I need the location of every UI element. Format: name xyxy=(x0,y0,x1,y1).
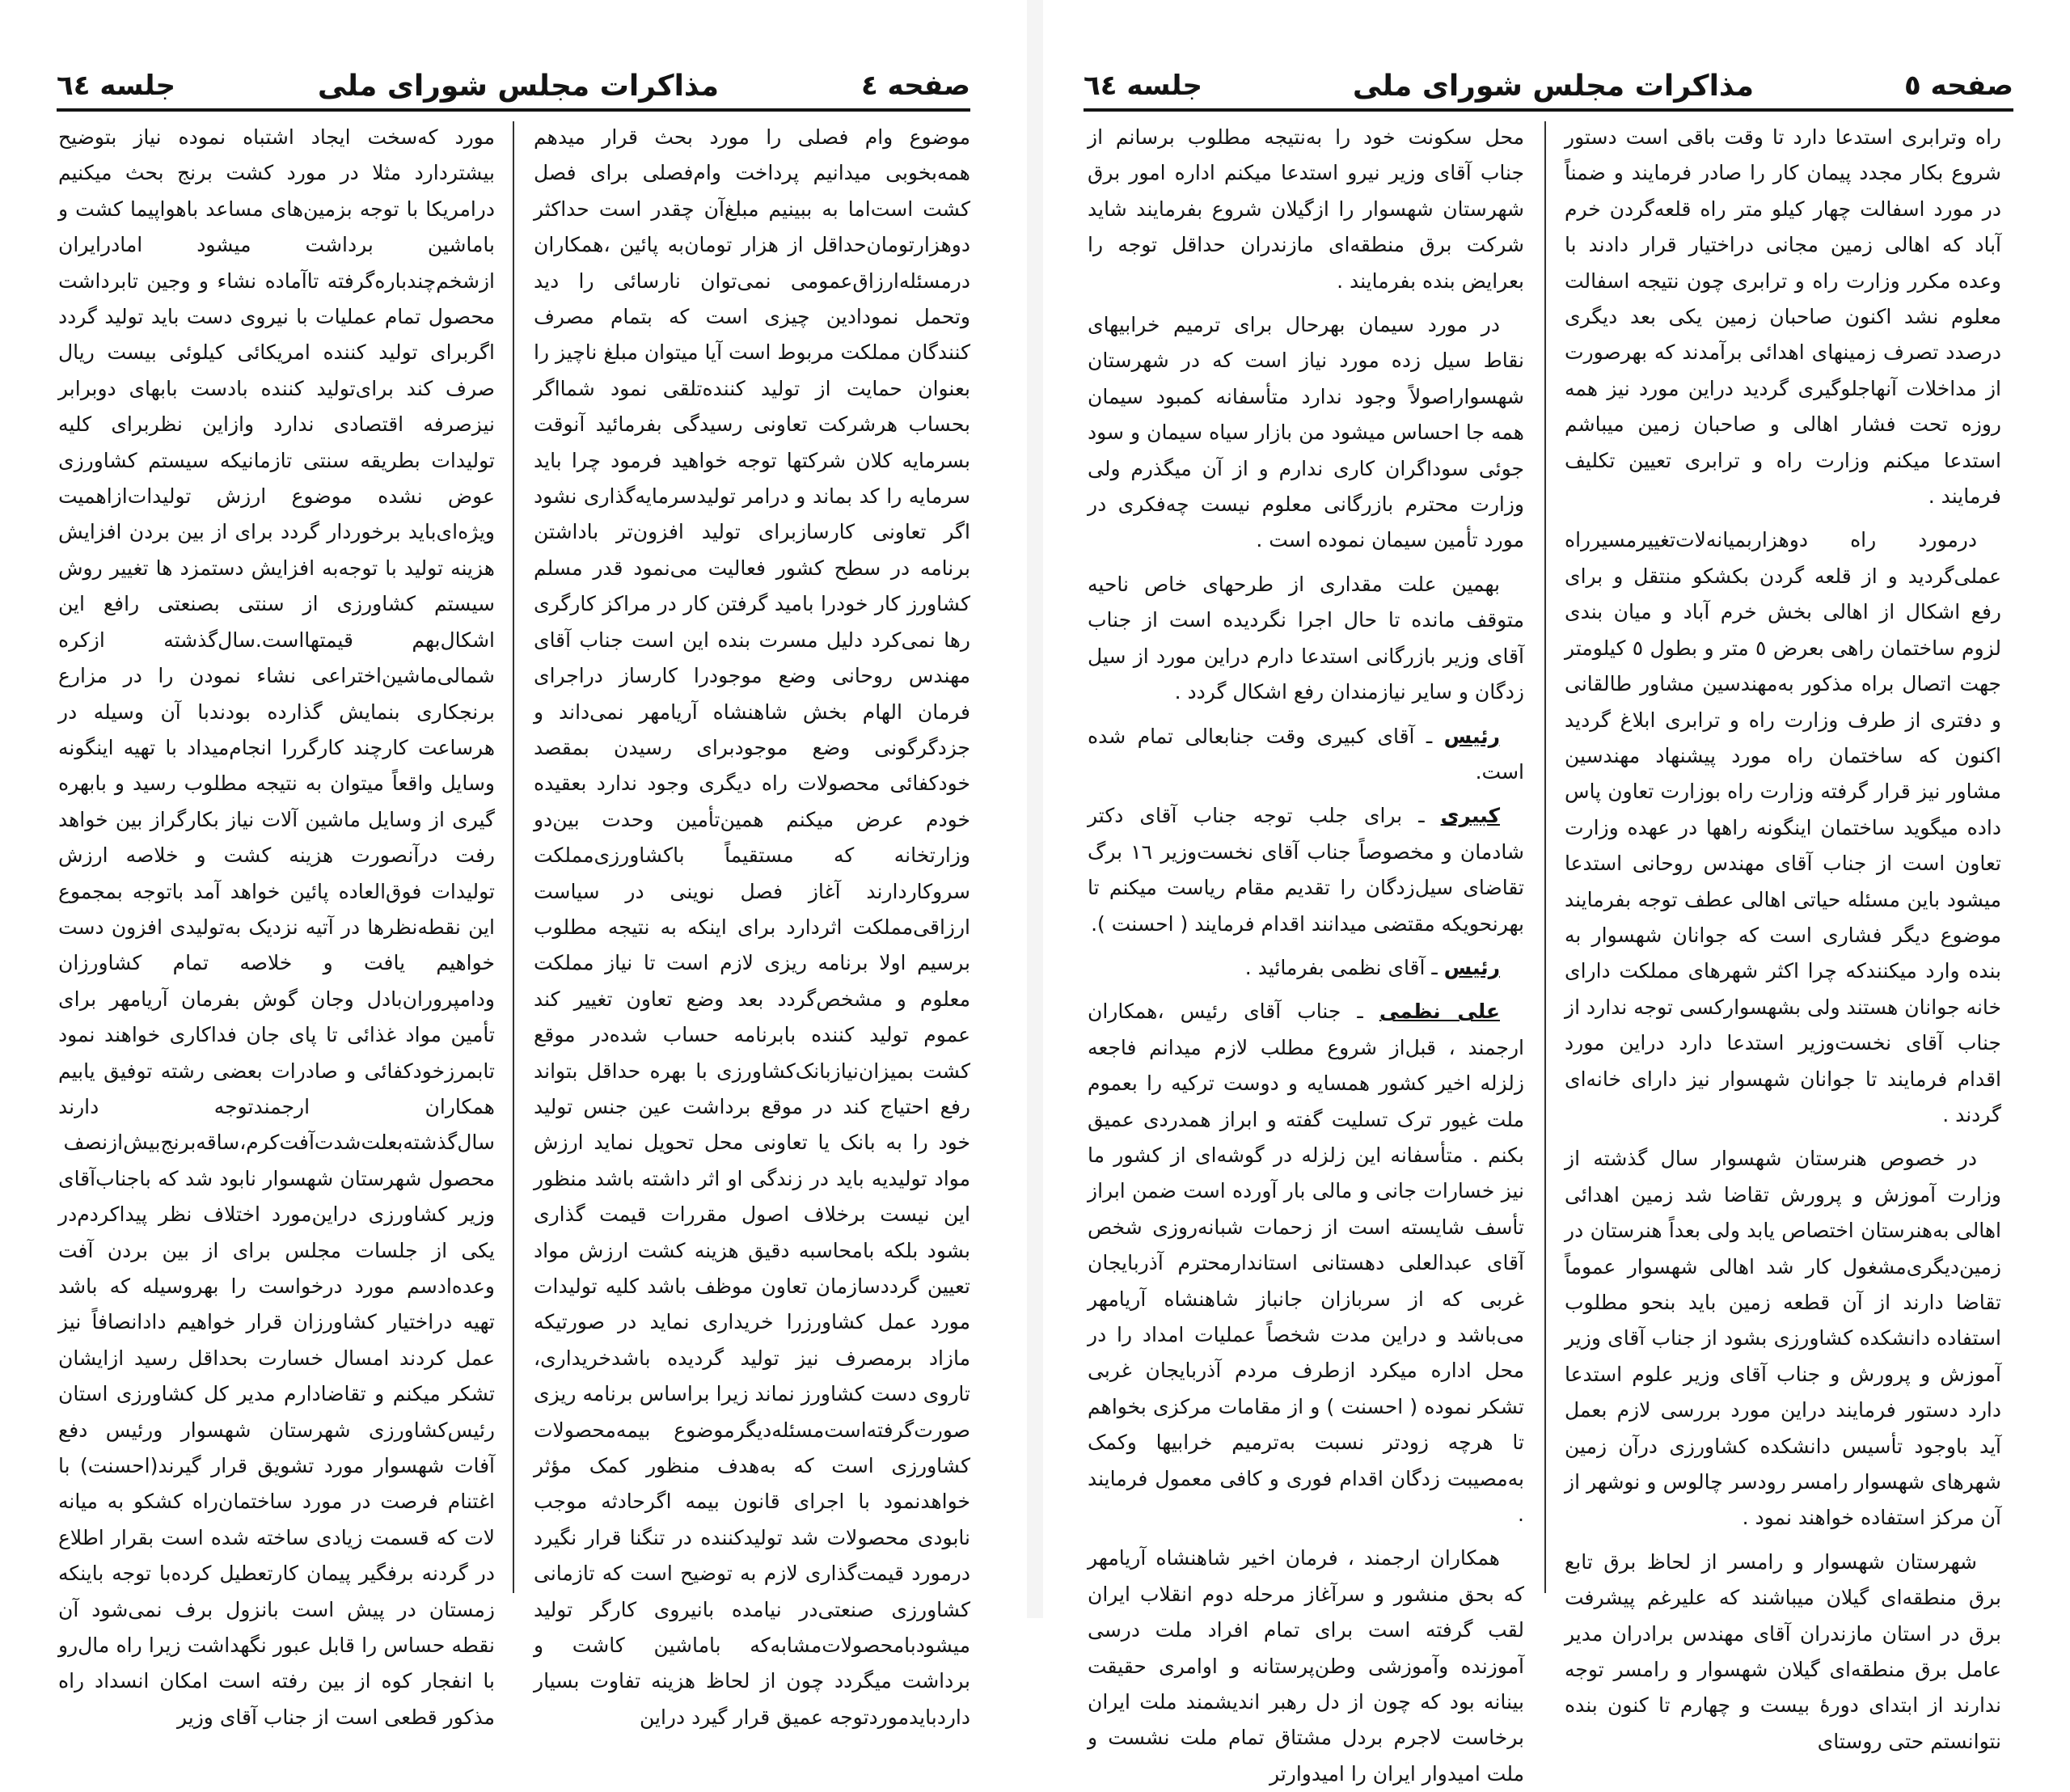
paragraph-text: محل سکونت خود را به‌نتیجه مطلوب برسانم از جناب آقای وزیر نیرو استدعا میکنم اداره امور برق شهرستان شهسوار را ازگیلان شروع بفرمایند شاید شرکت برق منطقه‌ای مازندران حداقل توجه را بعرایض بنده بفرمایند . xyxy=(1088,125,1524,293)
paragraph xyxy=(1088,994,1524,1532)
speaker-name: علی نظمی xyxy=(1379,1000,1500,1024)
paragraph-text: مورد که‌سخت ایجاد اشتباه نموده نیاز بتوضیح بیشتردارد مثلا در مورد کشت برنج بحث میکنیم درامریکا با توجه بزمین‌های مساعد باهواپیما کشت و باماشین برداشت میشود امادرایران ازشخم‌چندباره‌گرفته تاآماده نشاء و وجین تابرداشت محصول تمام عملیات با نیروی دست باید تولید گردد اگربرای تولید کننده امریکائی کیلوئی بیست ریال صرف کند برای‌تولید کننده بادست بابهای دوبرابر نیزصرفه اقتصادی ندارد وازاین نظربرای کلیه تولیدات بطریقه سنتی تازمانیکه سیستم کشاورزی عوض نشده موضوع ارزش تولیدات‌ازاهمیت ویژه‌ای‌باید برخوردار گردد برای از بین بردن افزایش هزینه تولید با توجه‌به افزایش دستمزد ها تغییر روش سیستم کشاورزی از سنتی بصنعتی رافع این اشکال‌بهم قیمتهااست.سال‌گذشته ازکره شمالی‌ماشین‌اختراعی نشاء نمودن را در مزارع برنجکاری بنمایش گذارده بودندبا آن وسیله در هرساعت کارچند کارگررا انجام‌میداد با تهیه اینگونه وسایل واقعاً میتوان به نتیجه مطلوب رسید و بابهره گیری از وسایل ماشین آلات نیاز بکارگراز بین خواهد رفت درآنصورت هزینه کشت و خلاصه ارزش تولیدات فوق‌العاده پائین خواهد آمد باتوجه بمجموع این نقطه‌نظرها در آتیه نزدیک به‌تولیدی افزون دست خواهیم یافت و خلاصه تمام کشاورزان ودامپروران‌بادل وجان گوش بفرمان آریامهر برای تأمین مواد غذائی تا پای جان فداکاری خواهند نمود تابمرزخودکفائی و صادرات بعضی رشته توفیق یابیم همکاران ارجمندتوجه دارند سال‌گذشته‌بعلت‌شدت‌آفت‌کرم،ساقه‌برنج‌بیش‌از‌نصف محصول شهرستان شهسوار نابود شد که باجناب‌آقای وزیر کشاورزی دراین‌مورد اختلاف نظر پیداکردم‌در یکی از جلسات مجلس برای از بین بردن آفت وعده‌ادسم مورد درخواست را بهروسیله که باشد تهیه دراختیار کشاورزان قرار خواهیم دادانصافاً نیز عمل کردند امسال خسارت بحداقل رسید ازایشان تشکر میکنم و تقاضادارم مدیر کل کشاورزی استان رئیس‌کشاورزی شهرستان شهسوار ورئیس دفع آفات شهسوار مورد تشویق قرار گیرند(احسنت) با اغتنام فرصت در مورد ساختمان‌راه کشکو به میانه لات که قسمت زیادی ساخته شده است بقرار اطلاع در گردنه برفگیر پیمان کارتعطیل کرده‌با توجه باینکه زمستان در پیش است بانزول برف نمی‌شود آن نقطه حساس را قابل عبور نگهداشت زیرا راه مال‌رو با انفجار کوه از بین رفته است امکان انسداد راه مذکور قطعی است از جناب آقای وزیر xyxy=(58,125,495,1729)
session-number: جلسه ٦٤ xyxy=(1084,70,1202,102)
publication-title: مذاکرات مجلس شورای ملی xyxy=(1352,69,1755,103)
page-header xyxy=(57,63,970,112)
paragraph xyxy=(1088,120,1524,299)
paragraph xyxy=(1088,567,1524,711)
speaker-name: رئیس xyxy=(1443,724,1500,748)
paragraph xyxy=(1565,1545,2001,1760)
paragraph-text: ـ آقای نظمی بفرمائید . xyxy=(1244,955,1444,979)
paragraph-text: راه وترابری استدعا دارد تا وقت باقی است دستور شروع بکار مجدد پیمان کار را صادر فرمایند و ضمناً در مورد اسفالت چهار کیلو متر راه قلعه‌گردن خرم آباد که اهالی زمین مجانی دراختیار قرار دادند با وعده مکرر وزارت راه و ترابری چون نتیجه اسفالت معلوم نشد اکنون صاحبان زمین یکی بعد دیگری درصدد تصرف زمینهای اهدائی برآمدند که بهرصورت از مداخلات آنهاجلوگیری گردید دراین مورد نیز همه روزه تحت فشار اهالی و صاحبان زمین میباشم استدعا میکنم وزارت راه و ترابری تعیین تکلیف فرمایند . xyxy=(1565,125,2001,509)
paragraph-text: در خصوص هنرستان شهسوار سال گذشته از وزارت آموزش و پرورش تقاضا شد زمین اهدائی اهالی به‌هنرستان اختصاص یابد ولی بعداً هنرستان در زمین‌دیگری‌مشغول کار شد اهالی شهسوار عموماً تقاضا دارند از آن قطعه زمین باید بنحو مطلوب استفاده دانشکده کشاورزی بشود از جناب آقای وزیر آموزش و پرورش و جناب آقای وزیر علوم استدعا دارد دستور فرمایند دراین مورد بررسی لازم بعمل آید باوجود تأسیس دانشکده کشاورزی درآن زمین شهرهای شهسوار رامسر رودسر چالوس و نوشهر از آن مرکز استفاده خواهند نمود . xyxy=(1565,1147,2001,1530)
paragraph-text: ـ آقای کبیری وقت جنابعالی تمام شده است. xyxy=(1088,724,1524,784)
speaker-name: کبیری xyxy=(1440,804,1500,828)
paragraph-text: در مورد سیمان بهرحال برای ترمیم خرابیهای نقاط سیل زده مورد نیاز است که در شهرستان شهسواراصولاً وجود ندارد متأسفانه کمبود سیمان همه جا احساس میشود من بازار سیاه سیمان و سود جوئی سوداگران کاری ندارم و از آن میگذرم ولی وزارت محترم بازرگانی معلوم نیست چه‌فکری در مورد تأمین سیمان نموده است . xyxy=(1088,313,1524,552)
paragraph xyxy=(1088,1541,1524,1792)
page-header xyxy=(1084,63,2013,112)
paragraph xyxy=(534,120,970,1735)
text-column-left xyxy=(1088,120,1524,1786)
text-column-left xyxy=(58,120,495,1729)
paragraph xyxy=(58,120,495,1735)
page-5 xyxy=(1043,0,2070,1786)
page-number: صفحه ٥ xyxy=(1903,70,2013,102)
column-divider xyxy=(1544,121,1546,1593)
paragraph xyxy=(1088,307,1524,559)
paragraph-text: همکاران ارجمند ، فرمان اخیر شاهنشاه آریامهر که بحق منشور و سرآغاز مرحله دوم انقلاب ایران لقب گرفته است برای تمام افراد ملت درسی آموزنده وآموزشی وطن‌پرستانه و اوامری حقیقت بینانه بود که چون از دل رهبر اندیشمند ملت ایران برخاست لاجرم بردل مشتاق تمام ملت نشست و ملت امیدوار ایران را امیدوارتر xyxy=(1088,1546,1524,1786)
publication-title: مذاکرات مجلس شورای ملی xyxy=(317,69,720,103)
paragraph-text: شهرستان شهسوار و رامسر از لحاظ برق تابع برق منطقه‌ای گیلان میباشند که علیرغم پیشرفت برق در استان مازندران آقای مهندس برادران مدیر عامل برق منطقه‌ای گیلان شهسوار و رامسر توجه ندارند از ابتدای دورهٔ بیست و چهارم تا کنون بنده نتوانستم حتی روستای xyxy=(1565,1549,2001,1753)
paragraph-text: بهمین علت مقداری از طرحهای خاص ناحیه متوقف مانده تا حال اجرا نگردیده است از جناب آقای وزیر بازرگانی استدعا دارم دراین مورد از سیل زدگان و سایر نیازمندان رفع اشکال گردد . xyxy=(1088,572,1524,704)
page-number: صفحه ٤ xyxy=(860,70,970,102)
paragraph xyxy=(1088,719,1524,791)
paragraph xyxy=(1565,522,2001,1133)
text-column-right xyxy=(534,120,970,1729)
paragraph xyxy=(1565,120,2001,514)
page-4 xyxy=(0,0,1027,1729)
session-number: جلسه ٦٤ xyxy=(57,70,175,102)
paragraph xyxy=(1088,950,1524,986)
paragraph-text: ـ جناب آقای رئیس ،همکاران ارجمند ، قبل‌از شروع مطلب لازم میدانم فاجعه زلزله اخیر کشور همسایه و دوست ترکیه را بعموم ملت غیور ترک تسلیت گفته و ابراز همدردی عمیق بکنم . متأسفانه این زلزله در گوشه‌ای از کشور ما نیز خسارات جانی و مالی بار آورده است ضمن ابراز تأسف شایسته است از زحمات شبانه‌روزی شخص آقای عبدالعلی دهستانی استاندارمحترم آذربایجان غربی که از سربازان جانباز شاهنشاه آریامهر می‌باشد و دراین مدت شخصاً عملیات امداد را در محل اداره میکرد ازطرف مردم آذربایجان غربی تشکر نموده ( احسنت ) و از مقامات مرکزی بخواهم تا هرچه زودتر نسبت به‌ترمیم خرابیها وکمک به‌مصیبت زدگان اقدام فوری و کافی معمول فرمایند . xyxy=(1088,1000,1524,1527)
paragraph xyxy=(1088,798,1524,942)
column-divider xyxy=(513,121,514,1593)
text-column-right xyxy=(1565,120,2001,1753)
paragraph-text: موضوع وام فصلی را مورد بحث قرار میدهم همه‌بخوبی میدانیم پرداخت وام‌فصلی برای فصل کشت است‌اما به ببینیم مبلغ‌آن چقدر است حداکثر دوهزارتومان‌حداقل از هزار تومان‌به پائین ،همکاران درمسئله‌ارزاق‌عمومی نمی‌توان نارسائی را دید وتحمل نمودادین چیزی است که بتمام مصرف کنندگان مملکت مربوط است آیا میتوان مبلغ ناچیز را بعنوان حمایت از تولید کننده‌تلقی نمود شمااگر بحساب هرشرکت تعاونی رسیدگی بفرمائید آنوقت بسرمایه کلان شرکتها توجه خواهید فرمود چرا باید سرمایه را کد بماند و درامر تولیدسرمایه‌گذاری نشود اگر تعاونی کارسازبرای تولید افزون‌تر باداشتن برنامه در سطح کشور فعالیت می‌نمود قدر مسلم کشاورز کار خودرا بامید گرفتن کار در مراکز کارگری رها نمی‌کرد دلیل مسرت بنده این است جناب آقای مهندس روحانی وضع موجودرا کارساز دراجرای فرمان الهام بخش شاهنشاه آریامهر نمی‌داند و جزدگرگونی وضع موجودبرای رسیدن بمقصد خودکفائی محصولات راه دیگری وجود ندارد بعقیده خودم عرض میکنم همین‌تأمین وحدت بین‌دو وزارتخانه که مستقیماً باکشاورزی‌مملکت سروکاردارند آغاز فصل نوینی در سیاست ارزاقی‌مملکت اثردارد برای اینکه به نتیجه مطلوب برسیم اولا برنامه ریزی لازم است تا نیاز مملکت معلوم و مشخص‌گردد بعد وضع تعاون تغییر کند عموم تولید کننده بابرنامه حساب شده‌در موقع کشت بمیزان‌نیازبانک‌کشاورزی با بهره حداقل بتواند رفع احتیاج کند در موقع برداشت عین جنس تولید خود را به بانک یا تعاونی محل تحویل نماید ارزش مواد تولیدیه باید در زندگی او اثر داشته باشد منظور این نیست برخلاف اصول مقررات قیمت گذاری بشود بلکه بامحاسبه دقیق هزینه کشت ارزش مواد تعیین گرددسازمان تعاون موظف باشد کلیه تولیدات مورد عمل کشاورزرا خریداری نماید در صورتیکه مازاد برمصرف نیز تولید گردیده باشدخریداری، تاروی دست کشاورز نماند زیرا براساس برنامه ریزی صورت‌گرفته‌است‌مسئله‌دیگرموضوع بیمه‌محصولات کشاورزی است که به‌هدف منظور کمک مؤثر خواهدنمود با اجرای قانون بیمه اگرحادثه موجب نابودی محصولات شد تولیدکننده در تنگنا قرار نگیرد درمورد قیمت‌گذاری لازم به توضیح است که تازمانی کشاورزی صنعتی‌در نیامده بانیروی کارگر تولید میشودبامحصولات‌مشابه‌که باماشین کاشت و برداشت میگردد چون از لحاظ هزینه تفاوت بسیار داردبایدموردتوجه عمیق قرار گیرد دراین xyxy=(534,125,970,1729)
paragraph xyxy=(1565,1141,2001,1536)
speaker-name: رئیس xyxy=(1443,955,1500,979)
paragraph-text: ـ برای جلب توجه جناب آقای دکتر شادمان و مخصوصاً جناب آقای نخست‌وزیر ١٦ برگ تقاضای سیل‌زدگان را تقدیم مقام ریاست میکنم تا بهرنحویکه مقتضی میدانند اقدام فرمایند ( احسنت ). xyxy=(1088,804,1524,936)
page-gutter xyxy=(1027,0,1043,1618)
paragraph-text: درمورد راه دوهزاربمیانه‌لات‌تغییرمسیرراه عملی‌گردید و از قلعه گردن بکشکو منتقل و برای رفع اشکال از اهالی بخش خرم آباد و میان بندی لزوم ساختمان راهی بعرض ٥ متر و بطول ٥ کیلومتر جهت اتصال براه مذکور به‌مهندسین مشاور طالقانی و دفتری از طرف وزارت راه و ترابری ابلاغ گردید اکنون که ساختمان راه مورد پیشنهاد مهندسین مشاور نیز قرار گرفته وزارت راه بوزارت تعاون پاس داده میگوید ساختمان اینگونه راهها در عهده وزارت تعاون است از جناب آقای مهندس روحانی استدعا میشود باین مسئله حیاتی اهالی عطف توجه بفرمایند موضوع دیگر فشاری است که جوانان شهسوار به بنده وارد میکنندکه چرا اکثر شهرهای مملکت دارای خانه جوانان هستند ولی بشهسوارکسی توجه ندارد از جناب آقای نخست‌وزیر استدعا دارد دراین مورد اقدام فرمایند تا جوانان شهسوار نیز دارای خانه‌ای گردند . xyxy=(1565,528,2001,1126)
